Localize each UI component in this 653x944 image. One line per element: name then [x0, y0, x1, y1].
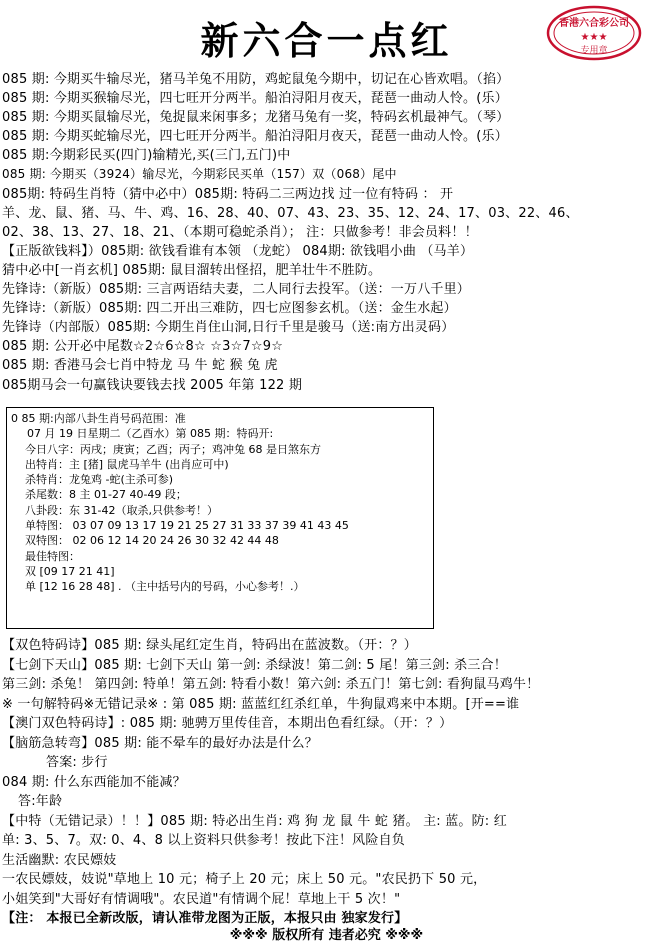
bottom-lines: [2, 636, 652, 929]
box-line: 双 [09 17 21 41]: [25, 564, 115, 578]
text-line: 先锋诗（内部版）085期: 今期生肖住山洞,日行千里是骏马（送:南方出灵码）: [2, 320, 455, 336]
text-line: 【七剑下天山】085 期: 七剑下天山 第一剑: 杀绿波！第二剑: 5 尾！第三剑: 杀三合！: [2, 657, 507, 673]
text-line: 【澳门双色特码诗】: 085 期: 驰骋万里传佳音，本期出色看红绿。（开：？）: [2, 716, 453, 731]
box-line: 今日八字：丙戌；庚寅；乙酉；丙子；鸡冲兔 68 是日煞东方: [25, 442, 321, 456]
box-line: 0 85 期:内部八卦生肖号码范围：准: [11, 412, 186, 425]
text-line: 生活幽默: 农民嫖妓: [2, 852, 117, 868]
text-line: 羊、龙、鼠、猪、马、牛、鸡、16、28、40、07、43、23、35、12、24、17、03、22、46、: [2, 205, 579, 221]
svg-text:★★★: ★★★: [580, 32, 608, 43]
text-line: 085 期: 今期买（3924）输尽光，今期彩民买单（157）双（068）尾中: [2, 167, 397, 182]
svg-text:专用章: 专用章: [580, 46, 608, 56]
box-line: 单特图： 03 07 09 13 17 19 21 25 27 31 33 37 39 41 43 45: [25, 519, 349, 533]
text-line: 085 期: 今期买猴输尽光，四七旺开分两半。船泊浔阳月夜天，琵琶一曲动人怜。(乐）: [2, 91, 508, 107]
text-line: 小姐笑到"大哥好有情调哦"。农民道"有情调个屁！草地上干 5 次！": [2, 891, 401, 907]
text-line: 085 期: 今期买牛输尽光，猪马羊兔不用防，鸡蛇鼠兔今期中，切记在心皆欢唱。（掐）: [2, 72, 510, 87]
text-line: 085 期: 公开必中尾数☆2☆6☆8☆ ☆3☆7☆9☆: [2, 339, 284, 355]
text-line: 085 期:今期彩民买(四门)输精光,买(三门,五门)中: [2, 148, 291, 164]
text-line: 085 期: 今期买蛇输尽光，四七旺开分两半。船泊浔阳月夜天，琵琶一曲动人怜。(乐）: [2, 129, 508, 145]
box-line: 07 月 19 日星期二（乙酉水）第 085 期：特码开:: [27, 427, 274, 441]
text-line: 一农民嫖妓，妓说"草地上 10 元；椅子上 20 元；床上 50 元。"农民扔下 50 元，: [2, 872, 487, 887]
notice-line: 【注： 本报已全新改版，请认准带龙图为正版，本报只由 独家发行】: [2, 911, 408, 926]
text-line: 答:年龄: [18, 794, 63, 809]
box-line: 八卦段：东 31-42（取杀,只供参考！）: [25, 503, 218, 517]
text-line: 085 期: 今期买鼠输尽光，兔捉鼠来闲事多；龙猪马兔有一奖，特码玄机最神气。（琴）: [2, 110, 510, 126]
text-line: 猜中必中[一肖玄机] 085期: 鼠目溜转出怪招，肥羊壮牛不胜防。: [2, 262, 382, 278]
box-line: 杀特肖：龙兔鸡 -蛇(主杀可参): [25, 473, 174, 487]
box-line: 出特肖：主 [猪] 鼠虎马羊牛 (出肖应可中): [25, 457, 229, 471]
text-line: 【脑筋急转弯】085 期: 能不晕车的最好办法是什么？: [2, 735, 318, 751]
box-line: 杀尾数：8 主 01-27 40-49 段；: [25, 488, 187, 502]
text-line: 【正版欲钱料】）085期: 欲钱看谁有本领 （龙蛇） 084期: 欲钱唱小曲 （马羊）: [2, 243, 474, 259]
text-line: 02、38、13、27、18、21、（本期可稳蛇杀肖）； 注：只做参考！非会员料！！: [2, 224, 478, 240]
copyright-footer: ※※※ 版权所有 违者必究 ※※※: [229, 928, 424, 943]
inner-bagua-box: [6, 407, 434, 629]
text-line: ※ 一句解特码※无错记录※ : 第 085 期: 蓝蓝红红杀红单，牛狗鼠鸡来中本期。[开==谁: [2, 696, 520, 712]
text-line: 【中特（无错记录）！！】085 期: 特必出生肖: 鸡 狗 龙 鼠 牛 蛇 猪。 主: 蓝。防: 红: [2, 813, 507, 829]
text-line: 第三剑: 杀兔！ 第四剑: 特单！第五剑: 特看小数！第六剑: 杀五门！第七剑: 看狗鼠马鸡牛！: [2, 677, 540, 692]
text-line: 先锋诗:（新版）085期: 三言两语结夫妻，二人同行去投军。（送：一万八千里）: [2, 282, 471, 298]
text-line: 085期: 特码生肖特（猜中必中）085期: 特码二三两边找 过一位有特码 ： 开: [2, 186, 454, 202]
text-line: 单: 3、5、7。双: 0、4、8 以上资料只供参考！按此下注！风险自负: [2, 833, 405, 848]
prediction-lines: [2, 70, 652, 395]
text-line: 085 期: 香港马会七肖中特龙 马 牛 蛇 猴 兔 虎: [2, 358, 278, 374]
box-line: 最佳特图：: [25, 549, 80, 563]
svg-text:香港六合彩公司: 香港六合彩公司: [559, 18, 629, 29]
text-line: 【双色特码诗】085 期: 绿头尾红定生肖，特码出在蓝波数。（开：？）: [2, 638, 417, 653]
company-seal: [545, 4, 643, 62]
text-line: 084 期: 什么东西能加不能减？: [2, 774, 186, 790]
text-line: 085期马会一句赢钱诀要钱去找 2005 年第 122 期: [2, 377, 303, 393]
box-line: 双特图： 02 06 12 14 20 24 26 30 32 42 44 48: [25, 534, 279, 548]
page-title: 新六合一点红: [200, 18, 453, 63]
box-line: 单 [12 16 28 48] . （主中括号内的号码，小心参考！.）: [25, 580, 305, 594]
text-line: 答案: 步行: [46, 755, 108, 770]
text-line: 先锋诗:（新版）085期: 四二开出三难防，四七应图参玄机。（送：金生水起）: [2, 301, 457, 317]
